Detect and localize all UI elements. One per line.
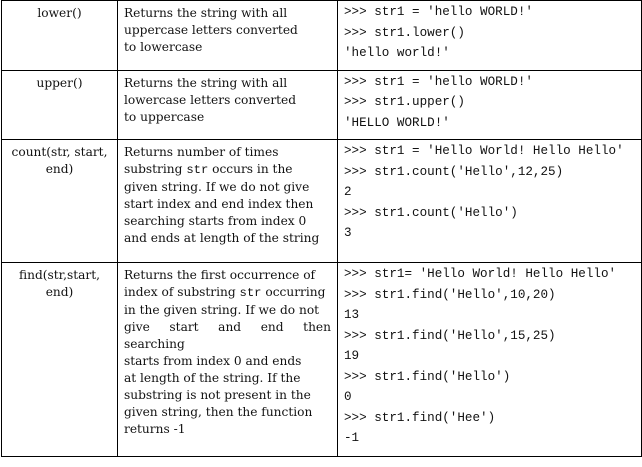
code-line: >>> str1.lower()	[344, 25, 465, 40]
code-output: -1	[344, 431, 360, 445]
code-output: 0	[344, 390, 352, 404]
code-line: >>> str1.find('Hello',15,25)	[344, 328, 556, 343]
code-line: >>> str1.find('Hello',10,20)	[344, 287, 556, 302]
table-row	[2, 140, 642, 263]
description-line: to lowercase	[124, 40, 203, 54]
method-name: lower()	[37, 6, 82, 20]
description-line: substring is not present in the	[124, 388, 311, 402]
method-name: find(str,start, end)	[18, 268, 101, 299]
code-line: >>> str1.find('Hello')	[344, 369, 511, 384]
method-name-cell	[2, 140, 118, 263]
code-output: 'HELLO WORLD!'	[344, 115, 450, 130]
table-row	[2, 70, 642, 140]
example-cell	[338, 140, 642, 263]
description-line: at length of the string. If the	[124, 371, 301, 385]
string-methods-table	[1, 0, 642, 457]
code-line: >>> str1.find('Hee')	[344, 410, 496, 425]
description-line: lowercase letters converted	[124, 92, 297, 107]
code-output: 'hello world!'	[344, 46, 450, 60]
description-line: Returns the string with all	[124, 6, 288, 20]
code-line: >>> str1= 'Hello World! Hello Hello'	[344, 267, 617, 281]
code-line: >>> str1.count('Hello')	[344, 205, 518, 220]
description-line: given string. If we do not give	[124, 180, 310, 194]
method-name: upper()	[36, 75, 83, 90]
code-line: >>> str1 = 'hello WORLD!'	[344, 5, 533, 19]
description-line: Returns number of times	[124, 145, 279, 159]
description-line: index of substring str occurring	[124, 285, 326, 300]
code-line: >>> str1 = 'Hello World! Hello Hello'	[344, 144, 624, 158]
code-line: >>> str1 = 'hello WORLD!'	[344, 74, 533, 89]
description-line: returns -1	[124, 422, 186, 436]
method-name-cell	[2, 70, 118, 140]
description-line: and ends at length of the string	[124, 231, 320, 245]
description-line: Returns the string with all	[124, 75, 288, 90]
code-output: 19	[344, 349, 360, 363]
description-line: substring str occurs in the	[124, 162, 293, 177]
example-cell	[338, 1, 642, 71]
code-line: >>> str1.upper()	[344, 95, 465, 109]
description-cell	[118, 140, 338, 263]
example-cell	[338, 263, 642, 457]
description-line: to uppercase	[124, 109, 205, 124]
method-name-cell	[2, 263, 118, 457]
description-line: given string, then the function	[124, 405, 313, 419]
description-line: uppercase letters converted	[124, 23, 298, 37]
description-cell	[118, 263, 338, 457]
example-cell	[338, 70, 642, 140]
code-output: 13	[344, 308, 360, 322]
description-line: give start and end then searching	[124, 320, 331, 351]
table-row	[2, 263, 642, 457]
description-line: searching starts from index 0	[124, 214, 307, 228]
description-line: Returns the first occurrence of	[124, 268, 316, 282]
description-line: starts from index 0 and ends	[124, 354, 302, 368]
description-line: start index and end index then	[124, 197, 314, 211]
description-line: in the given string. If we do not	[124, 303, 320, 317]
method-name: count(str, start, end)	[11, 145, 108, 176]
table-row	[2, 1, 642, 71]
method-name-cell	[2, 1, 118, 71]
description-cell	[118, 1, 338, 71]
code-line: >>> str1.count('Hello',12,25)	[344, 164, 564, 179]
description-cell	[118, 70, 338, 140]
code-output: 2	[344, 185, 352, 199]
code-output: 3	[344, 226, 352, 240]
